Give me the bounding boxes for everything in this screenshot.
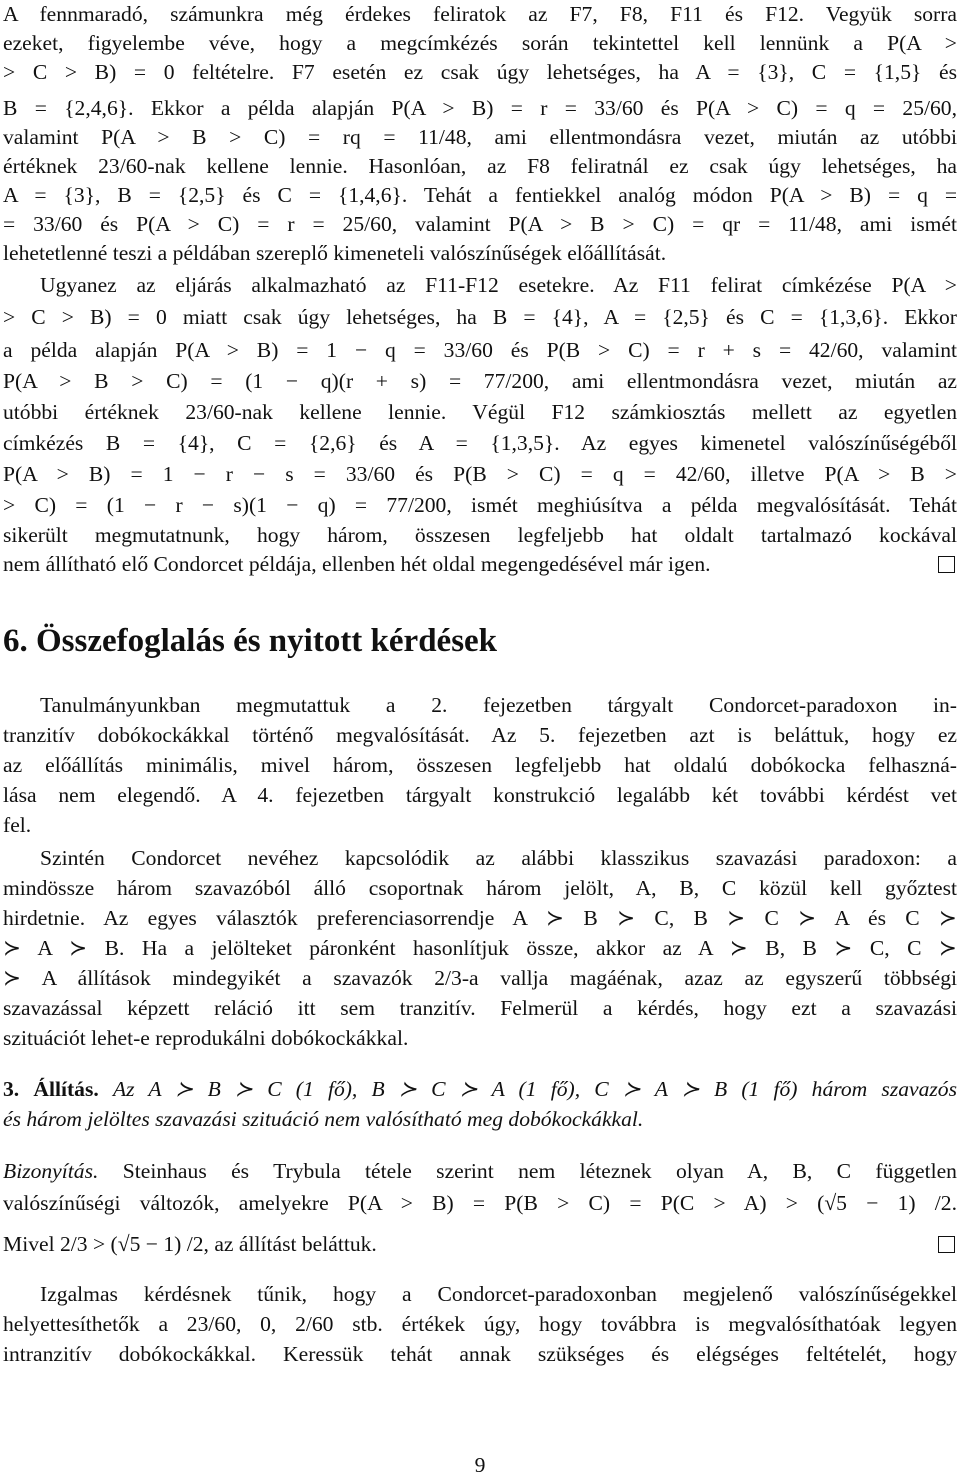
- proof-line: [3, 1157, 957, 1185]
- text-line: P(A > B) = 1 − r − s = 33/60 és P(B > C) = q = 42/60, illetve P(A > B >: [3, 462, 957, 486]
- text-line: Szintén Condorcet nevéhez kapcsolódik az alábbi klasszikus szavazási paradoxon: a: [40, 846, 957, 870]
- text-line: fel.: [3, 813, 32, 837]
- text-line: az előállítás minimális, mivel három, összesen legfeljebb hat oldalú dobókocka felhaszná-: [3, 753, 957, 777]
- text-line: ≻ A ≻ B. Ha a jelölteket páronként hasonlítjuk össze, akkor az A ≻ B, B ≻ C, C ≻: [3, 936, 957, 960]
- text-line: utóbbi értéknek 23/60-nak kellene lennie. Végül F12 számkiosztás mellett az egyetlen: [3, 400, 957, 424]
- text-line: intranzitív dobókockákkal. Keressük tehát annak szükséges és elégséges feltételét, hogy: [3, 1342, 957, 1366]
- qed-box-icon: [938, 1236, 955, 1253]
- text-line: helyettesíthetők a 23/60, 0, 2/60 stb. értékek úgy, hogy továbbra is megvalósíthatóak legyen: [3, 1312, 957, 1336]
- text-line: lehetetlenné teszi a példában szereplő kimeneteli valószínűségek előállítását.: [3, 241, 667, 265]
- text-line: A fennmaradó, számunkra még érdekes feliratok az F7, F8, F11 és F12. Vegyük sorra: [3, 2, 957, 26]
- text-line: szavazással képzett reláció itt sem tranzitív. Felmerül a kérdés, hogy ezt a szavazási: [3, 996, 957, 1020]
- text-line: mindössze három szavazóból álló csoportnak három jelölt, A, B, C közül kell győztest: [3, 876, 957, 900]
- proof-line: Mivel 2/3 > (√5 − 1) /2, az állítást beláttuk.: [3, 1232, 377, 1256]
- text-line: tranzitív dobókockákkal történő megvalósítását. Az 5. fejezetben azt is beláttuk, hogy ez: [3, 723, 957, 747]
- text-line: címkézés B = {4}, C = {2,6} és A = {1,3,5}. Az egyes kimenetel valószínűségéből: [3, 431, 957, 455]
- text-line: nem állítható elő Condorcet példája, ellenben hét oldal megengedésével már igen.: [3, 552, 711, 576]
- proof-line: valószínűségi változók, amelyekre P(A > B) = P(B > C) = P(C > A) > (√5 − 1) /2.: [3, 1191, 957, 1215]
- proof-label: Bizonyítás.: [3, 1159, 99, 1183]
- text-line: sikerült megmutatnunk, hogy három, összesen legfeljebb hat oldalt tartalmazó kockával: [3, 523, 957, 547]
- text-line: lása nem elegendő. A 4. fejezetben tárgyalt konstrukció legalább két további kérdést vet: [3, 783, 957, 807]
- page-number: 9: [474, 1453, 486, 1477]
- text-line: a példa alapján P(A > B) = 1 − q = 33/60 és P(B > C) = r + s = 42/60, valamint: [3, 338, 957, 362]
- proof-text: Steinhaus és Trybula tétele szerint nem léteznek olyan A, B, C független: [122, 1159, 957, 1183]
- text-line: > C > B) = 0 feltételre. F7 esetén ez csak úgy lehetséges, ha A = {3}, C = {1,5} és: [3, 60, 957, 84]
- theorem-label: 3. Állítás.: [3, 1077, 99, 1101]
- qed-box-icon: [938, 556, 955, 573]
- theorem-text: Az A ≻ B ≻ C (1 fő), B ≻ C ≻ A (1 fő), C ≻ A ≻ B (1 fő) három szavazós: [112, 1077, 957, 1101]
- text-line: ≻ A állítások mindegyikét a szavazók 2/3-a vallja magáénak, azaz az egyszerű többségi: [3, 966, 957, 990]
- text-line: Izgalmas kérdésnek tűnik, hogy a Condorcet-paradoxonban megjelenő valószínűségekkel: [40, 1282, 957, 1306]
- text-line: hirdetnie. Az egyes választók preferenciasorrendje A ≻ B ≻ C, B ≻ C ≻ A és C ≻: [3, 906, 957, 930]
- text-line: ezeket, figyelembe véve, hogy a megcímkézés során tekintettel kell lennünk a P(A >: [3, 31, 957, 55]
- theorem-line: és három jelöltes szavazási szituáció nem valósítható meg dobókockákkal.: [3, 1107, 644, 1131]
- text-line: értéknek 23/60-nak kellene lennie. Hasonlóan, az F8 feliratnál ez csak úgy lehetséges, ha: [3, 154, 957, 178]
- text-line: > C) = (1 − r − s)(1 − q) = 77/200, ismét meghiúsítva a példa megvalósítását. Tehát: [3, 493, 957, 517]
- text-line: Tanulmányunkban megmutattuk a 2. fejezetben tárgyalt Condorcet-paradoxon in-: [40, 693, 957, 717]
- section-heading: 6. Összefoglalás és nyitott kérdések: [3, 623, 498, 659]
- text-line: szituációt lehet-e reprodukálni dobókockákkal.: [3, 1026, 409, 1050]
- text-line: = 33/60 és P(A > C) = r = 25/60, valamint P(A > B > C) = qr = 11/48, ami ismét: [3, 212, 957, 236]
- theorem-line: [3, 1075, 957, 1103]
- text-line: P(A > B > C) = (1 − q)(r + s) = 77/200, ami ellentmondásra vezet, miután az: [3, 369, 957, 393]
- text-line: B = {2,4,6}. Ekkor a példa alapján P(A > B) = r = 33/60 és P(A > C) = q = 25/60,: [3, 96, 957, 120]
- text-line: > C > B) = 0 miatt csak úgy lehetséges, ha B = {4}, A = {2,5} és C = {1,3,6}. Ekkor: [3, 305, 957, 329]
- text-line: A = {3}, B = {2,5} és C = {1,4,6}. Tehát a fentiekkel analóg módon P(A > B) = q =: [3, 183, 957, 207]
- text-line: Ugyanez az eljárás alkalmazható az F11-F12 esetekre. Az F11 felirat címkézése P(A >: [40, 273, 957, 297]
- text-line: valamint P(A > B > C) = rq = 11/48, ami ellentmondásra vezet, miután az utóbbi: [3, 125, 957, 149]
